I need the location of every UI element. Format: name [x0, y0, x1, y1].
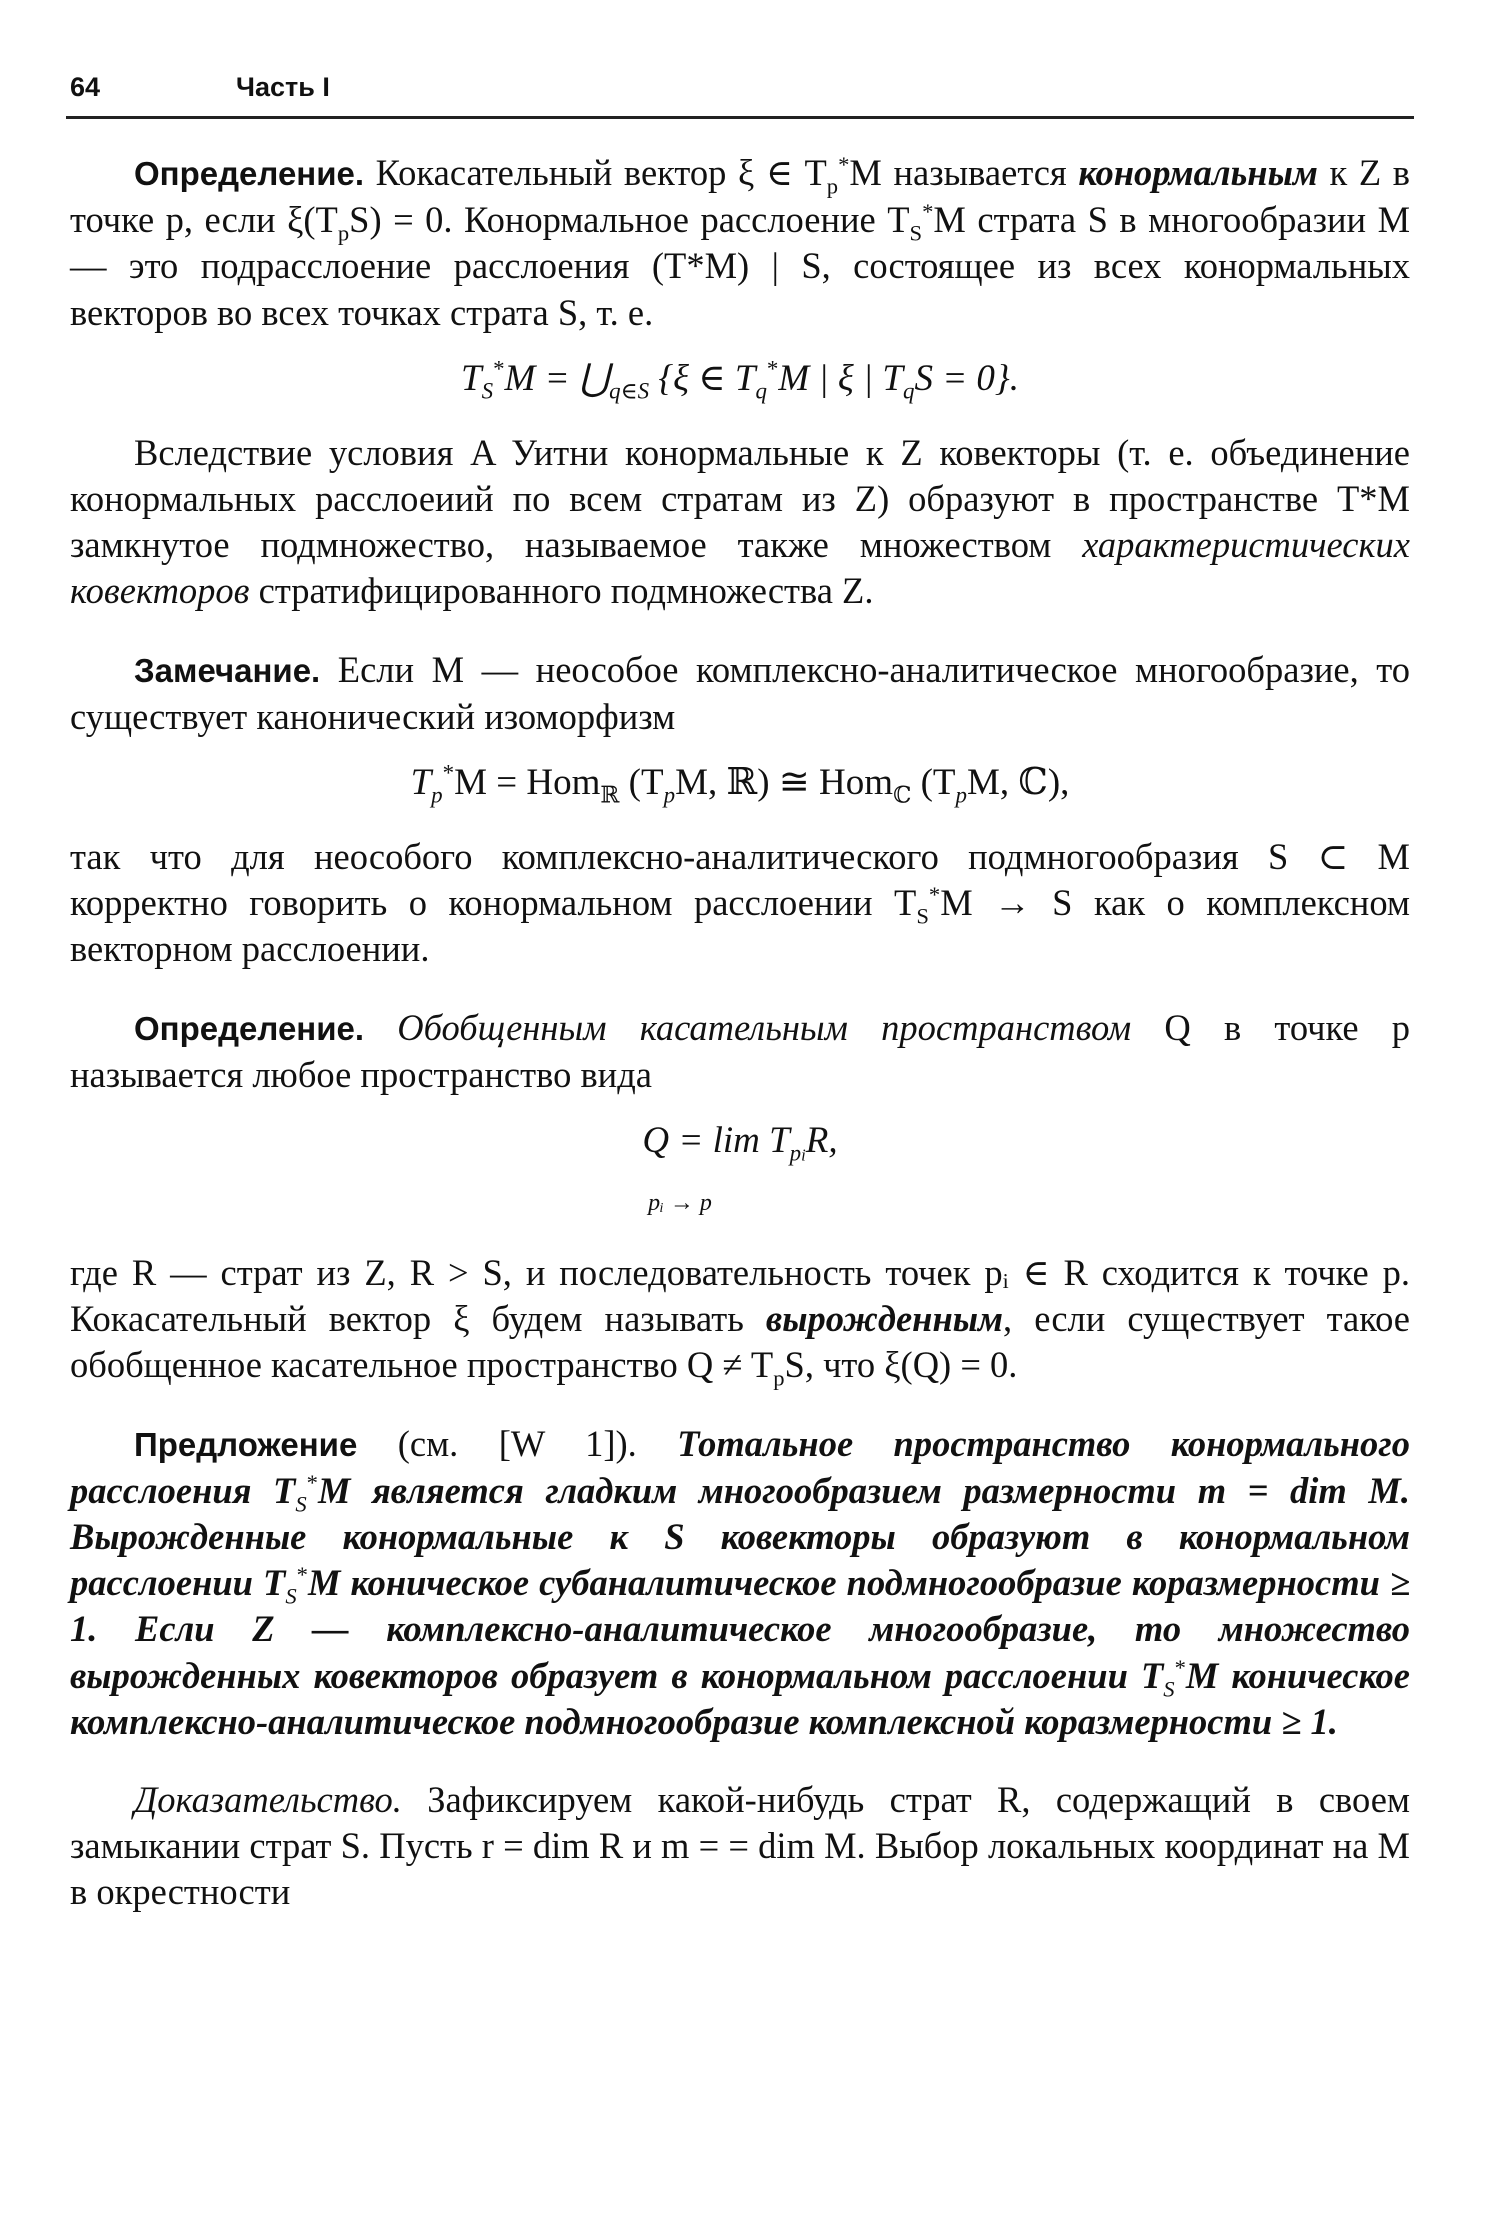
page-body [70, 150, 1410, 1916]
formula-limit: $Q = \lim T_{pi}R$, pᵢ → p [642, 1120, 838, 1217]
page-header [66, 64, 1414, 119]
citation-reference: (см. [W 1]). [357, 1422, 678, 1464]
formula-conormal-bundle: $T_S^*M$ = $⋃_{q\in S}$ {ξ ∈ $T_q^*M$ | ξ | $T_qS = 0$}. [461, 356, 1019, 404]
formula-isomorphism: $T_p^*M = Hom_ℝ$ ($T_pM$, ℝ) ≅ Hom$_ℂ$ ($T_pM$, ℂ), [410, 760, 1070, 808]
proposition-term: Предложение [134, 1425, 358, 1463]
definition-term-2: Определение. [134, 1009, 365, 1047]
definition-generalized-tangent: Определение. Обобщенным касательным пространством Q в точке p называется любое пространство вида [70, 1006, 1411, 1095]
definition-continuation: где R — страт из Z, R > S, и последовательность точек pᵢ ∈ R сходится к точке p. Кокасательный вектор ξ будем называть вырожденным, если существует такое обобщенное касательное пространство $Q \ne T_pS$, что ξ(Q) = 0. [70, 1252, 1410, 1391]
characteristic-covectors-term: характеристических ковекторов [70, 524, 1410, 612]
definition-conormal: Определение. Кокасательный вектор ξ ∈ $T_p^*M$ называется конормальным к Z в точке p, если $\xi(T_pS) = 0$. Конормальное расслоение $T_S^*M$ страта S в многообразии M — это подрасслоение расслоения (T*M) | S, состоящее из всех конормальных векторов во всех точках страта S, т. е. [70, 151, 1411, 333]
proof-term: Доказательство. [134, 1779, 402, 1821]
proposition-paragraph: Предложение (см. [W 1]). Тотальное пространство конормального расслоения $T_S^*M$ является гладким многообразием размерности m = dim M. Вырожденные конормальные к S ковекторы образуют в конормальном расслоении $T_S^*M$ коническое субаналитическое подмногообразие коразмерности ≥ 1. Если Z — комплексно-аналитическое многообразие, то множество вырожденных ковекторов образует в конормальном расслоении $T_S^*M$ коническое комплексно-аналитическое подмногообразие комплексной коразмерности ≥ 1. [70, 1422, 1410, 1742]
remark-paragraph: Замечание. Если M — неособое комплексно-аналитическое многообразие, то существует канонический изоморфизм [70, 648, 1410, 737]
paragraph-whitney: Вследствие условия A Уитни конормальные к Z ковекторы (т. е. объединение конормальных расслоеиий по всем стратам из Z) образуют в пространстве T*M замкнутое подмножество, называемое также множеством характеристических ковекторов стратифицированного подмножества Z. [70, 431, 1410, 612]
conormal-term: конормальным [1078, 152, 1318, 193]
remark-term: Замечание. [134, 651, 321, 689]
proof-paragraph: Доказательство. Зафиксируем какой-нибудь страт R, содержащий в своем замыкании страт S. Пусть r = dim R и m = = dim M. Выбор локальных координат на M в окрестности [70, 1779, 1410, 1913]
part-label: Часть I [236, 72, 330, 102]
definition-term: Определение. [134, 155, 365, 192]
degenerate-term: вырожденным [765, 1298, 1004, 1340]
remark-continuation: так что для неособого комплексно-аналитического подмногообразия S ⊂ M корректно говорить о конормальном расслоении $T_S^*M \to S$ как о комплексном векторном расслоении. [70, 836, 1410, 970]
page-number: 64 [70, 72, 101, 102]
